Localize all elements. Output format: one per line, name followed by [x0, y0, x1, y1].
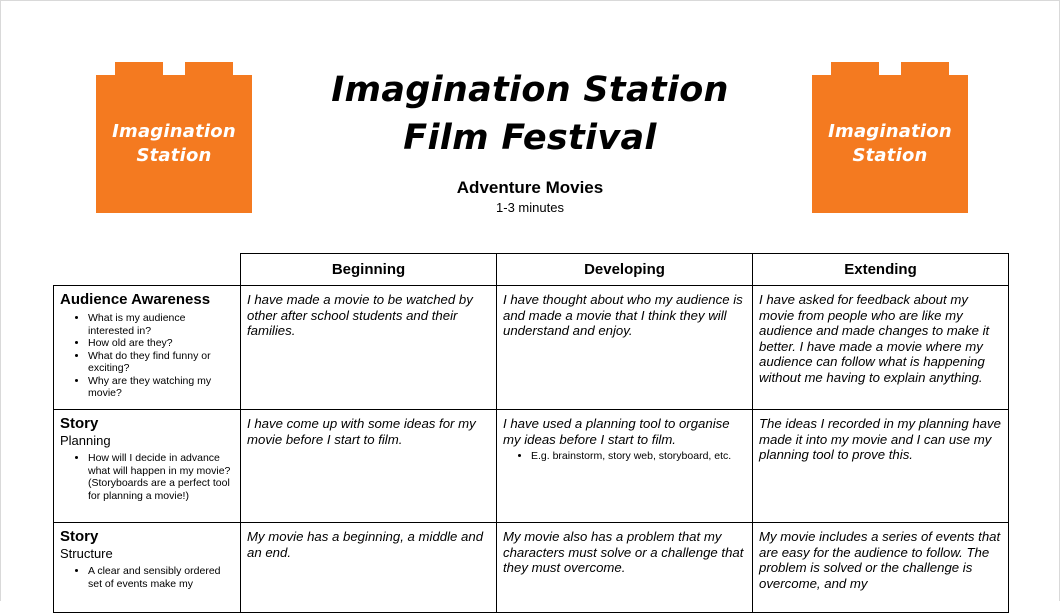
beginning-cell: My movie has a beginning, a middle and an end.	[241, 523, 497, 613]
example-item: • E.g. brainstorm, story web, storyboard, etc.	[531, 450, 746, 463]
page-subtitle: Adventure Movies	[456, 178, 604, 197]
prompt-item: • What is my audience interested in?	[88, 312, 234, 337]
criterion-prompts	[60, 565, 234, 590]
logo-left	[96, 62, 252, 213]
level-extending: Extending	[753, 254, 1009, 286]
title-line1: Imagination Station	[331, 70, 729, 110]
criterion-cell	[54, 523, 241, 613]
page-title	[300, 66, 760, 162]
rubric-row	[54, 286, 1009, 410]
developing-examples	[503, 450, 746, 463]
prompt-item: • What do they find funny or exciting?	[88, 350, 234, 375]
logo-body	[96, 75, 252, 213]
developing-cell: I have thought about who my audience is and made a movie that I think they will understand and enjoy.	[497, 286, 753, 410]
rubric-row	[54, 523, 1009, 613]
criterion-subtitle: Planning	[60, 433, 111, 448]
criterion-title: Story	[60, 528, 99, 545]
prompt-item: • A clear and sensibly ordered set of events make my	[88, 565, 234, 590]
prompt-item: • How will I decide in advance what will happen in my movie? (Storyboards are a perfect tool for planning a movie!)	[88, 452, 234, 502]
prompt-item: • How old are they?	[88, 337, 234, 350]
title-line2: Film Festival	[403, 118, 657, 158]
criterion-subtitle: Structure	[60, 546, 113, 561]
criterion-cell	[54, 410, 241, 523]
logo-text-line2: Station	[136, 145, 212, 166]
developing-cell	[497, 410, 753, 523]
logo-text-line1: Imagination	[112, 121, 236, 142]
rubric-table	[53, 253, 1009, 613]
criterion-title: Audience Awareness	[60, 291, 211, 308]
criterion-cell	[54, 286, 241, 410]
logo-stud	[901, 62, 949, 76]
extending-cell: I have asked for feedback about my movie from people who are like my audience and made changes to make it better. I have made a movie where my audience can follow what is happening without me having to explain anything.	[753, 286, 1009, 410]
prompt-item: • Why are they watching my movie?	[88, 375, 234, 400]
logo-text-line1: Imagination	[828, 121, 952, 142]
logo-text-line2: Station	[852, 145, 928, 166]
logo-body	[812, 75, 968, 213]
extending-cell: The ideas I recorded in my planning have made it into my movie and I can use my planning tool to prove this.	[753, 410, 1009, 523]
level-developing: Developing	[497, 254, 753, 286]
criterion-prompts	[60, 312, 234, 400]
developing-cell: My movie also has a problem that my characters must solve or a challenge that they must overcome.	[497, 523, 753, 613]
rubric-row	[54, 410, 1009, 523]
extending-cell: My movie includes a series of events that are easy for the audience to follow. The problem is solved or the challenge is overcome, and my	[753, 523, 1009, 613]
logo-stud	[831, 62, 879, 76]
logo-stud	[185, 62, 233, 76]
logo-stud	[115, 62, 163, 76]
duration-text: 1-3 minutes	[496, 200, 564, 215]
developing-text: I have used a planning tool to organise my ideas before I start to film.	[503, 416, 730, 447]
logo-right	[812, 62, 968, 213]
criterion-prompts	[60, 452, 234, 502]
beginning-cell: I have made a movie to be watched by other after school students and their families.	[241, 286, 497, 410]
beginning-cell: I have come up with some ideas for my movie before I start to film.	[241, 410, 497, 523]
criterion-title: Story	[60, 415, 99, 432]
header-blank-cell	[54, 254, 241, 286]
level-beginning: Beginning	[241, 254, 497, 286]
rubric-header-row	[54, 254, 1009, 286]
